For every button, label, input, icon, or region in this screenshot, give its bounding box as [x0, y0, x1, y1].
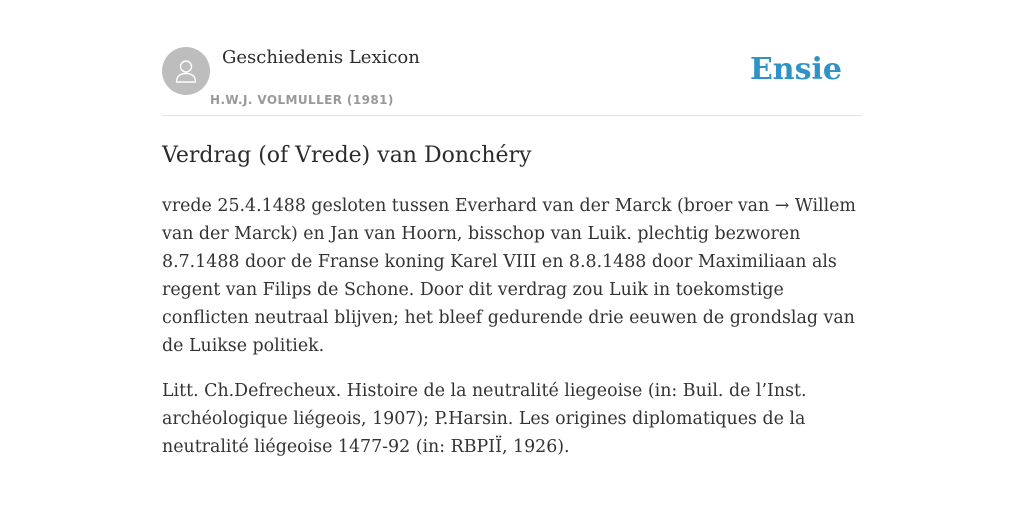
user-icon — [162, 47, 210, 95]
entry-card — [162, 44, 862, 478]
arrow-right-icon: → — [774, 196, 790, 216]
source-author: H.W.J. VOLMULLER (1981) — [210, 93, 394, 107]
cross-reference-label: Willem van der Marck — [162, 196, 856, 244]
entry-title: Verdrag (of Vrede) van Donchéry — [162, 143, 532, 168]
entry-body — [162, 192, 862, 461]
literature-paragraph: Litt. Ch.Defrecheux. Histoire de la neutralité liegeoise (in: Buil. de l’Inst. archéologique liégeois, 1907); P.Harsin. Les origines diplomatiques de la neutralité liégeoise 1477-92 (in: RBPIÏ, 1926). — [162, 381, 807, 457]
entry-paragraph — [162, 192, 862, 360]
source-title[interactable]: Geschiedenis Lexicon — [222, 47, 420, 68]
ensie-logo[interactable]: Ensie — [749, 52, 842, 87]
paragraph-text: ) en Jan van Hoorn, bisschop van Luik. plechtig bezworen 8.7.1488 door de Franse koning Karel VIII en 8.8.1488 door Maximiliaan als regent van Filips de Schone. Door dit verdrag zou Luik in toekomstige conflicten neutraal blijven; het bleef gedurende drie eeuwen de grondslag van de Luikse politiek. — [162, 224, 855, 356]
entry-header — [162, 44, 862, 116]
paragraph-text: vrede 25.4.1488 gesloten tussen Everhard van der Marck (broer van — [162, 196, 775, 216]
